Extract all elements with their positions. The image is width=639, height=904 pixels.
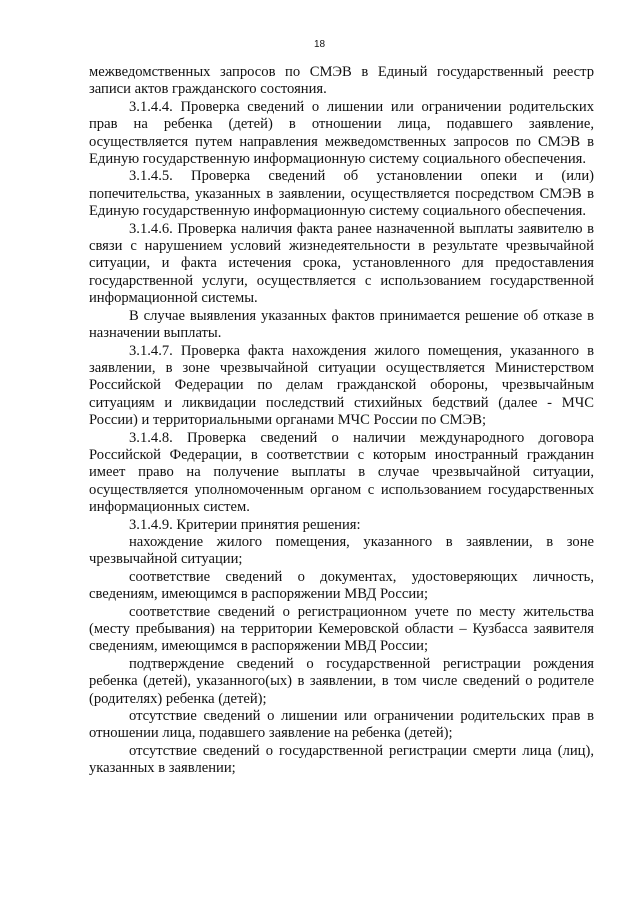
criteria-item-identity-documents: соответствие сведений о документах, удостоверяющих личность, сведениям, имеющимся в распоряжении МВД России; [89, 568, 594, 603]
paragraph-continuation: межведомственных запросов по СМЭВ в Единый государственный реестр записи актов гражданского состояния. [89, 64, 594, 98]
criteria-item-emergency-zone: нахождение жилого помещения, указанного в заявлении, в зоне чрезвычайной ситуации; [89, 533, 594, 568]
criteria-item-death-registration: отсутствие сведений о государственной регистрации смерти лица (лиц), указанных в заявлении; [89, 742, 594, 777]
document-body [89, 64, 594, 778]
criteria-item-birth-registration: подтверждение сведений о государственной регистрации рождения ребенка (детей), указанного(ых) в заявлении, в том числе сведений о родителе (родителях) ребенка (детей); [89, 655, 594, 707]
paragraph-3-1-4-8: 3.1.4.8. Проверка сведений о наличии международного договора Российской Федерации, в соответствии с которым иностранный гражданин имеет право на получение выплаты в случае чрезвычайной ситуации, осуществляется уполномоченным органом с использованием государственных информационных систем. [89, 429, 594, 516]
page-number: 18 [313, 39, 326, 50]
paragraph-3-1-4-7: 3.1.4.7. Проверка факта нахождения жилого помещения, указанного в заявлении, в зоне чрезвычайной ситуации осуществляется Министерством Российской Федерации по делам гражданской обороны, чрезвычайным ситуациям и ликвидации последствий стихийных бедствий (далее - МЧС России) и территориальными органами МЧС России по СМЭВ; [89, 342, 594, 429]
paragraph-3-1-4-4: 3.1.4.4. Проверка сведений о лишении или ограничении родительских прав на ребенка (детей) в отношении лица, подавшего заявление, осуществляется путем направления межведомственных запросов по СМЭВ в Единую государственную информационную систему социального обеспечения. [89, 98, 594, 168]
paragraph-3-1-4-5: 3.1.4.5. Проверка сведений об установлении опеки и (или) попечительства, указанных в заявлении, осуществляется посредством СМЭВ в Единую государственную информационную систему социального обеспечения. [89, 168, 594, 220]
criteria-item-registration: соответствие сведений о регистрационном учете по месту жительства (месту пребывания) на территории Кемеровской области – Кузбасса заявителя сведениям, имеющимся в распоряжении МВД России; [89, 603, 594, 655]
paragraph-refusal-note: В случае выявления указанных фактов принимается решение об отказе в назначении выплаты. [89, 307, 594, 342]
paragraph-3-1-4-6: 3.1.4.6. Проверка наличия факта ранее назначенной выплаты заявителю в связи с нарушением условий жизнедеятельности в результате чрезвычайной ситуации, и факта истечения срока, установленного для предоставления государственной услуги, осуществляется с использованием государственной информационной системы. [89, 220, 594, 307]
criteria-item-parental-rights: отсутствие сведений о лишении или ограничении родительских прав в отношении лица, подавшего заявление на ребенка (детей); [89, 708, 594, 742]
paragraph-3-1-4-9: 3.1.4.9. Критерии принятия решения: [129, 516, 361, 533]
